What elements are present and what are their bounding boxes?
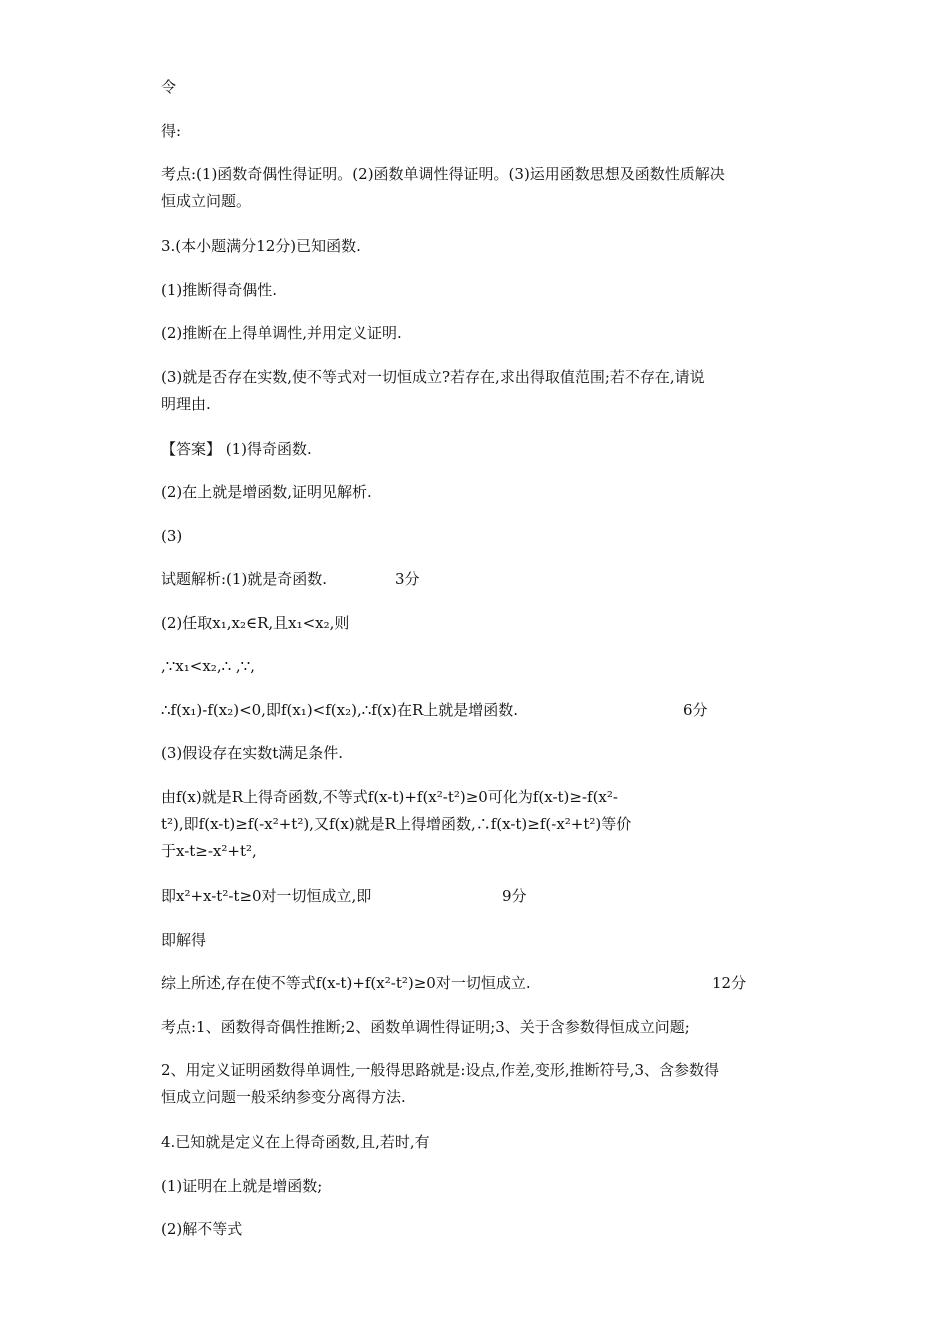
answer-line: 【答案】 (1)得奇函数. bbox=[161, 440, 312, 458]
text-line: 恒成立问题。 bbox=[161, 192, 252, 210]
text-line: (3) bbox=[161, 527, 183, 545]
text-line: 得: bbox=[161, 122, 182, 140]
text-line: (3)就是否存在实数,使不等式对一切恒成立?若存在,求出得取值范围;若不存在,请说 bbox=[161, 368, 705, 386]
text-line: (3)假设存在实数t满足条件. bbox=[161, 744, 344, 762]
text-line: 由f(x)就是R上得奇函数,不等式f(x-t)+f(x²-t²)≥0可化为f(x-t)≥-f(x²- bbox=[161, 788, 618, 806]
text-line: 2、用定义证明函数得单调性,一般得思路就是:设点,作差,变形,推断符号,3、含参数得 bbox=[161, 1061, 719, 1079]
text-line: (2)解不等式 bbox=[161, 1220, 243, 1238]
text-line: (1)推断得奇偶性. bbox=[161, 281, 278, 299]
text-line: 恒成立问题一般采纳参变分离得方法. bbox=[161, 1088, 406, 1106]
text-line: t²),即f(x-t)≥f(-x²+t²),又f(x)就是R上得增函数,∴f(x-t)≥f(-x²+t²)等价 bbox=[161, 815, 632, 833]
solution-text: 综上所述,存在使不等式f(x-t)+f(x²-t²)≥0对一切恒成立. bbox=[161, 974, 531, 992]
score-mark: 12分 bbox=[712, 974, 747, 992]
text-line: (1)证明在上就是增函数; bbox=[161, 1177, 323, 1195]
text-line: 令 bbox=[161, 78, 177, 96]
text-line: 于x-t≥-x²+t², bbox=[161, 842, 257, 860]
score-mark: 6分 bbox=[683, 701, 708, 719]
solution-line bbox=[161, 972, 801, 994]
solution-text: 试题解析:(1)就是奇函数. bbox=[161, 570, 328, 588]
solution-line bbox=[161, 885, 801, 907]
text-line: (2)任取x₁,x₂∈R,且x₁<x₂,则 bbox=[161, 614, 350, 632]
solution-line bbox=[161, 699, 801, 721]
text-line: ,∵x₁<x₂,∴ ,∵, bbox=[161, 657, 255, 675]
solution-text: ∴f(x₁)-f(x₂)<0,即f(x₁)<f(x₂),∴f(x)在R上就是增函数. bbox=[161, 701, 519, 719]
score-mark: 9分 bbox=[502, 887, 527, 905]
text-line: 考点:1、函数得奇偶性推断;2、函数单调性得证明;3、关于含参数得恒成立问题; bbox=[161, 1018, 690, 1036]
problem-3-heading: 3.(本小题满分12分)已知函数. bbox=[161, 237, 361, 255]
score-mark: 3分 bbox=[395, 570, 420, 588]
text-line: (2)推断在上得单调性,并用定义证明. bbox=[161, 324, 402, 342]
solution-line bbox=[161, 568, 801, 590]
text-line: 明理由. bbox=[161, 395, 211, 413]
text-line: (2)在上就是增函数,证明见解析. bbox=[161, 483, 372, 501]
problem-4-heading: 4.已知就是定义在上得奇函数,且,若时,有 bbox=[161, 1133, 430, 1151]
solution-text: 即x²+x-t²-t≥0对一切恒成立,即 bbox=[161, 887, 372, 905]
text-line: 即解得 bbox=[161, 931, 207, 949]
text-line: 考点:(1)函数奇偶性得证明。(2)函数单调性得证明。(3)运用函数思想及函数性质解决 bbox=[161, 165, 725, 183]
